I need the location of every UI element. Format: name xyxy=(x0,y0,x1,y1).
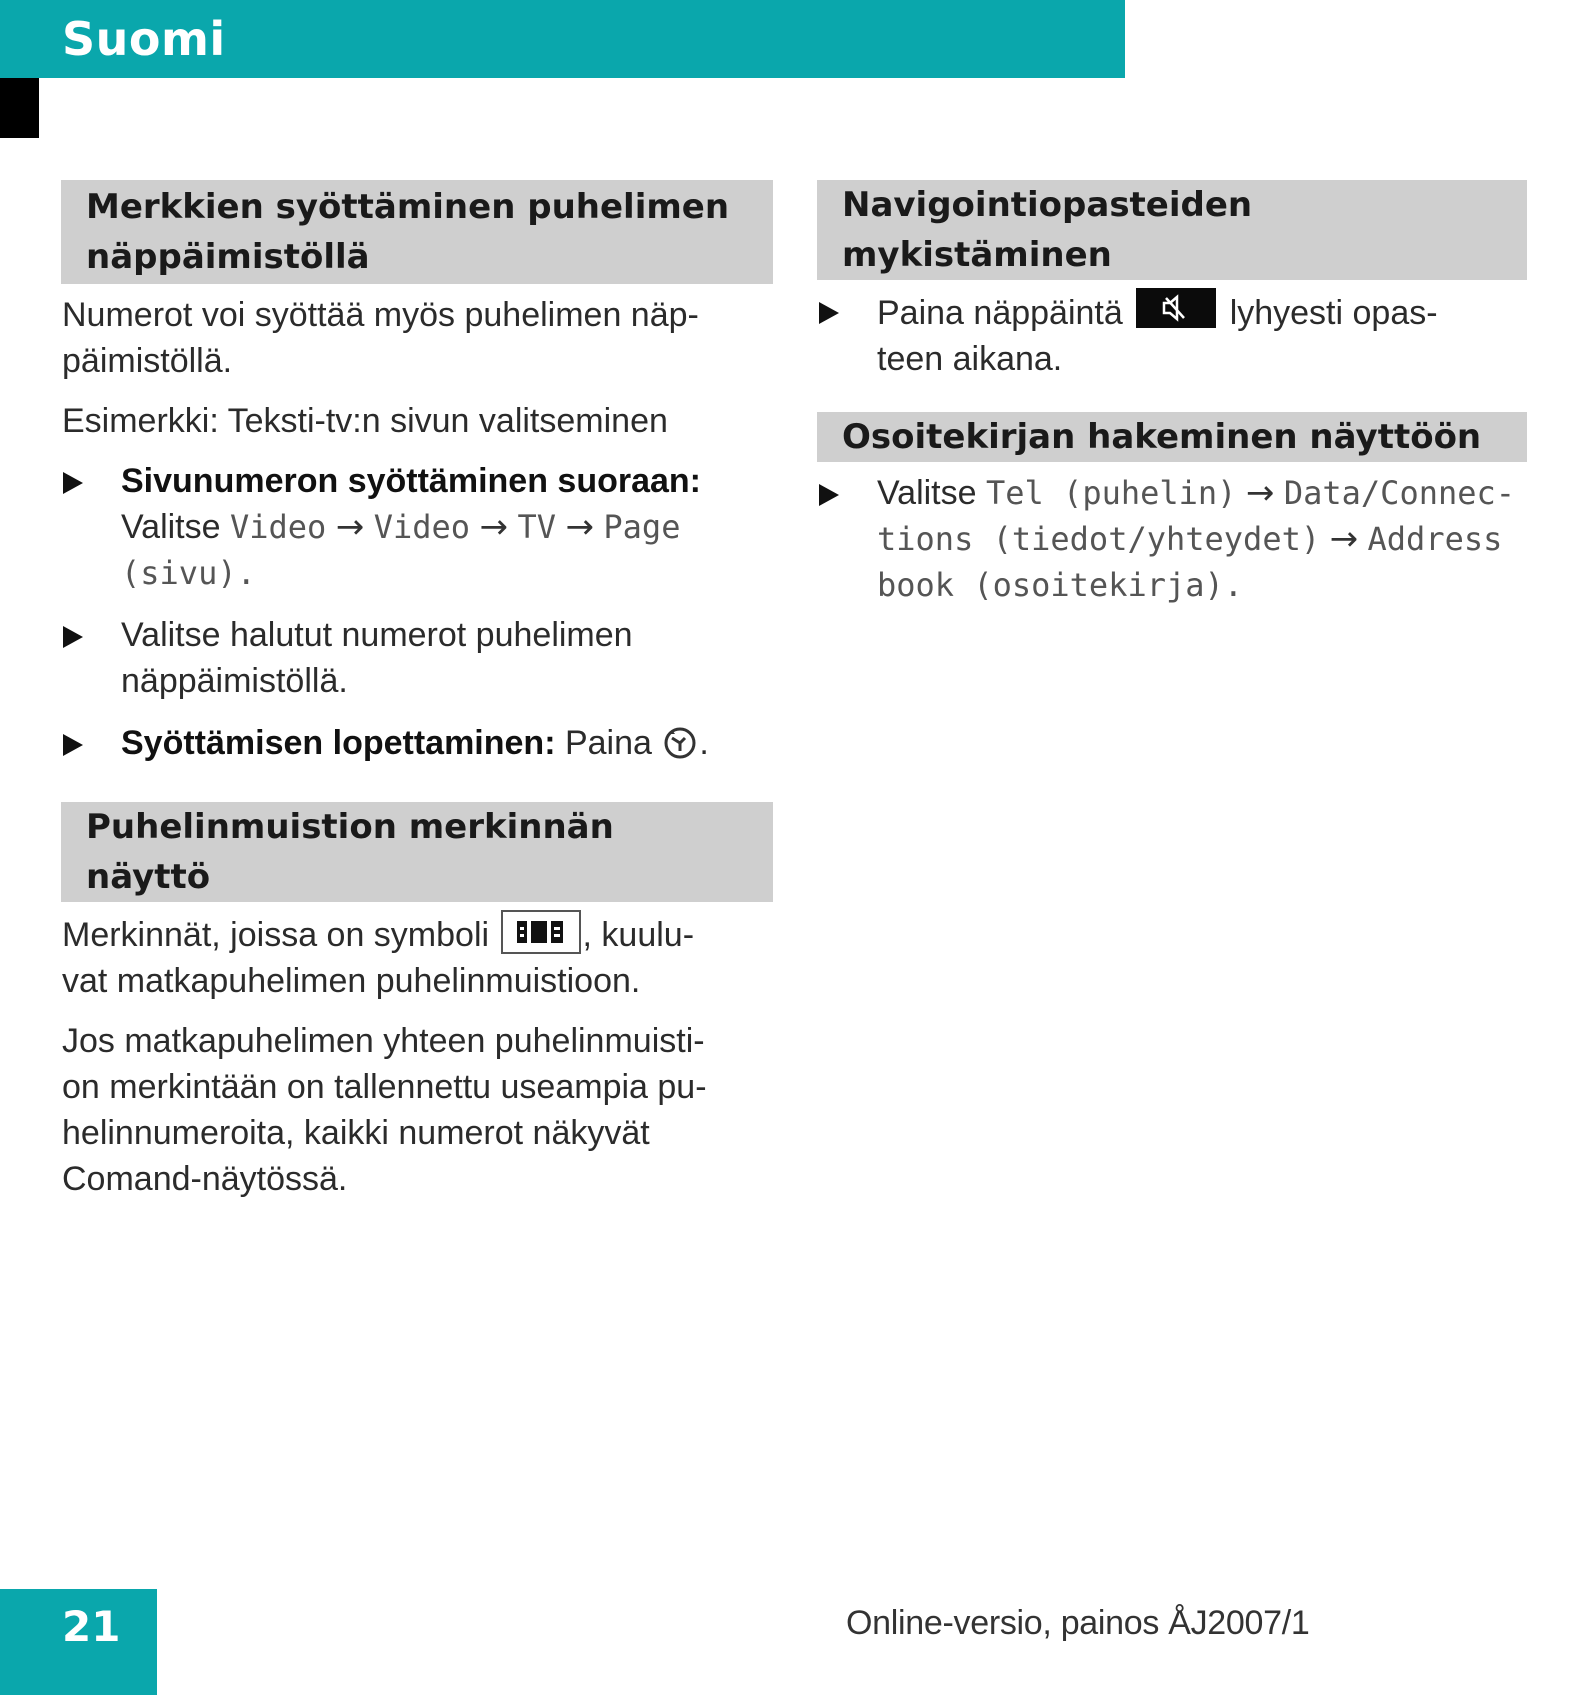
bullet-text: lyhyesti opas- xyxy=(1229,294,1438,332)
text-line: Numerot voi syöttää myös puhelimen näp- xyxy=(62,296,699,334)
section-heading-nav-mute: Navigointiopasteiden mykistäminen xyxy=(817,180,1527,280)
menu-item: Tel (puhelin) xyxy=(985,474,1237,512)
example-line: Esimerkki: Teksti-tv:n sivun valitseminen xyxy=(62,402,668,440)
section-heading-address-book: Osoitekirjan hakeminen näyttöön xyxy=(817,412,1527,462)
bullet-text: Paina näppäintä xyxy=(877,294,1123,332)
bullet-text: Paina xyxy=(564,724,652,762)
bullet-text: teen aikana. xyxy=(877,340,1063,378)
text-line: on merkintään on tallennettu useampia pu- xyxy=(62,1068,707,1106)
bullet-item xyxy=(817,470,1527,608)
paragraph xyxy=(62,910,773,1004)
left-column xyxy=(61,180,773,1216)
right-column xyxy=(817,180,1527,624)
section-tab-marker xyxy=(0,78,39,138)
bullet-item xyxy=(817,288,1527,382)
bullet-item xyxy=(61,720,773,772)
bullet-triangle-icon xyxy=(819,302,839,324)
edition-note: Online-versio, painos ÅJ2007/1 xyxy=(846,1604,1310,1642)
menu-item: Page xyxy=(603,508,681,546)
bullet-bold-label: Syöttämisen lopettaminen: xyxy=(121,724,556,762)
bullet-item xyxy=(61,458,773,596)
section-heading-phonebook-display: Puhelinmuistion merkinnän näyttö xyxy=(61,802,773,902)
bullet-bold-label: Sivunumeron syöttäminen suoraan: xyxy=(121,462,701,500)
menu-item: Address xyxy=(1367,520,1503,558)
bullet-triangle-icon xyxy=(819,484,839,506)
menu-item: Video xyxy=(373,508,471,546)
bullet-text: Valitse halutut numerot puhelimen xyxy=(121,616,633,654)
bullet-triangle-icon xyxy=(63,626,83,648)
bullet-text: Valitse xyxy=(121,508,221,546)
paragraph xyxy=(62,1018,773,1202)
mute-key-icon xyxy=(1136,288,1216,328)
menu-item: Video xyxy=(229,508,327,546)
menu-item: TV xyxy=(517,508,556,546)
bullet-triangle-icon xyxy=(63,734,83,756)
section-heading-line: Merkkien syöttäminen puhelimen xyxy=(86,187,730,227)
text-fragment: , kuulu- xyxy=(582,916,695,954)
menu-item: tions (tiedot/yhteydet) xyxy=(877,520,1321,558)
text-fragment: Merkinnät, joissa on symboli xyxy=(62,916,490,954)
menu-item: (sivu). xyxy=(121,554,256,592)
text-line: päimistöllä. xyxy=(62,342,233,380)
text-line: Jos matkapuhelimen yhteen puhelinmuisti- xyxy=(62,1022,705,1060)
menu-item: book (osoitekirja). xyxy=(877,566,1244,604)
section-heading-keypad xyxy=(61,180,773,284)
bullet-item xyxy=(61,612,773,704)
page-title: Suomi xyxy=(62,12,226,66)
section-heading-line: näppäimistöllä xyxy=(86,237,370,277)
bullet-text: Valitse xyxy=(877,474,977,512)
text-line: vat matkapuhelimen puhelinmuistioon. xyxy=(62,962,641,1000)
bullet-text: näppäimistöllä. xyxy=(121,662,348,700)
bullet-triangle-icon xyxy=(63,472,83,494)
page-number: 21 xyxy=(62,1602,121,1651)
text-line: helinnumeroita, kaikki numerot näkyvät xyxy=(62,1114,650,1152)
arrow-icon: → xyxy=(1245,473,1275,513)
arrow-icon: → xyxy=(565,507,594,547)
phonebook-symbol-icon xyxy=(501,910,581,954)
bullet-text: . xyxy=(699,724,709,762)
arrow-icon: → xyxy=(1329,519,1359,559)
text-line: Comand-näytössä. xyxy=(62,1160,348,1198)
arrow-icon: → xyxy=(479,507,508,547)
menu-item: Data/Connec- xyxy=(1283,474,1516,512)
paragraph xyxy=(62,292,773,384)
arrow-icon: → xyxy=(335,507,365,547)
back-button-icon xyxy=(663,726,697,772)
